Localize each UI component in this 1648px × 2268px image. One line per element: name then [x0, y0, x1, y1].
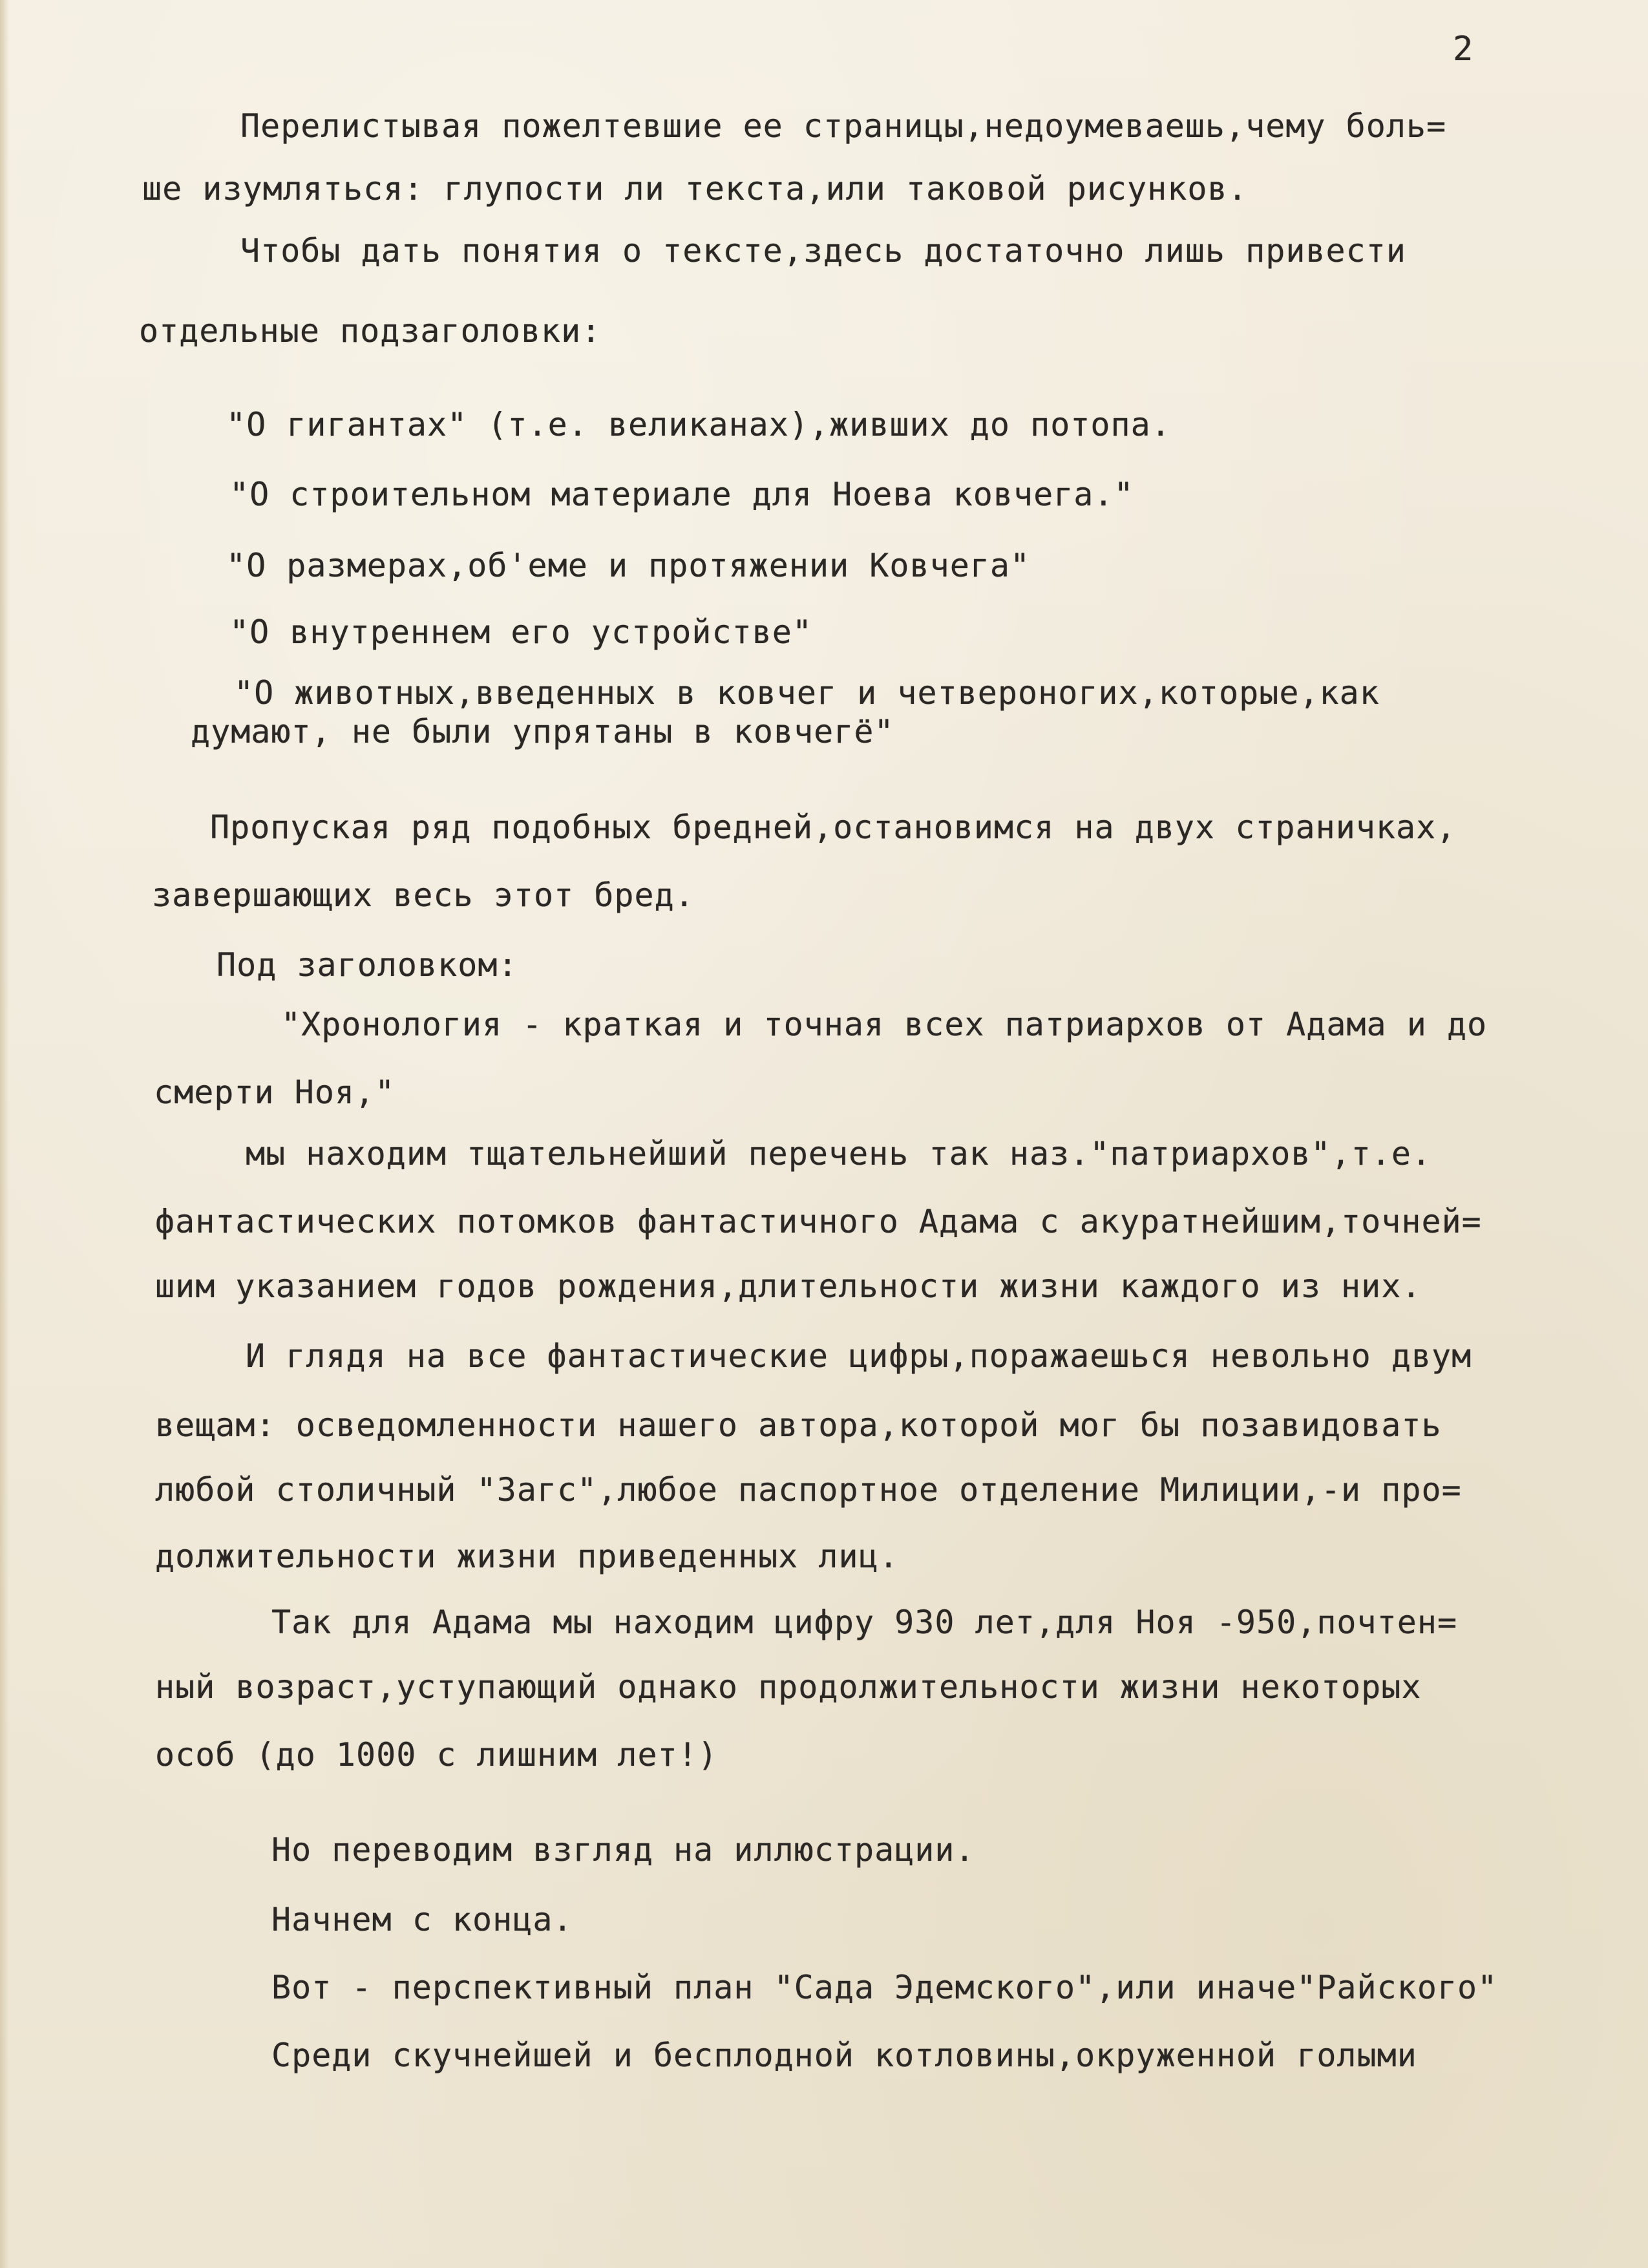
- text-line: смерти Ноя,": [154, 1074, 396, 1111]
- text-line: И глядя на все фантастические цифры,поражаешься невольно двум: [246, 1337, 1472, 1375]
- text-line: ше изумляться: глупости ли текста,или таковой рисунков.: [142, 170, 1248, 207]
- paper-edge: [0, 0, 9, 2268]
- text-line: Чтобы дать понятия о тексте,здесь достаточно лишь привести: [240, 232, 1406, 270]
- text-line: должительности жизни приведенных лиц.: [155, 1538, 899, 1575]
- text-line: ный возраст,уступающий однако продолжительности жизни некоторых: [155, 1668, 1422, 1706]
- text-line: завершающих весь этот бред.: [152, 876, 695, 914]
- text-line: мы находим тщательнейший перечень так наз."патриархов",т.е.: [246, 1135, 1432, 1172]
- text-line: "О строительном материале для Ноева ковчега.": [229, 476, 1134, 513]
- text-line: Среди скучнейшей и бесплодной котловины,окруженной голыми: [271, 2037, 1417, 2074]
- text-line: Под заголовком:: [217, 946, 518, 984]
- text-line: "О гигантах" (т.е. великанах),живших до потопа.: [226, 406, 1171, 443]
- text-line: Начнем с конца.: [271, 1901, 573, 1938]
- text-line: особ (до 1000 с лишним лет!): [155, 1736, 718, 1774]
- page-number: 2: [1453, 30, 1474, 69]
- text-line: думают, не были упрятаны в ковчегё": [191, 713, 894, 750]
- text-line: Пропуская ряд подобных бредней,остановимся на двух страничках,: [210, 809, 1457, 846]
- text-line: Перелистывая пожелтевшие ее страницы,недоумеваешь,чему боль=: [240, 107, 1447, 145]
- text-line: вещам: осведомленности нашего автора,которой мог бы позавидовать: [155, 1406, 1442, 1444]
- text-line: "Хронология - краткая и точная всех патриархов от Адама и до: [281, 1006, 1488, 1043]
- text-line: фантастических потомков фантастичного Адама с акуратнейшим,точней=: [155, 1203, 1482, 1240]
- text-line: шим указанием годов рождения,длительности жизни каждого из них.: [155, 1267, 1422, 1305]
- text-line: "О размерах,об'еме и протяжении Ковчега": [226, 547, 1031, 584]
- text-line: Так для Адама мы находим цифру 930 лет,для Ноя -950,почтен=: [271, 1604, 1458, 1641]
- text-line: "О животных,введенных в ковчег и четвероногих,которые,как: [234, 674, 1380, 712]
- text-line: любой столичный "Загс",любое паспортное отделение Милиции,-и про=: [155, 1471, 1462, 1509]
- text-line: Вот - перспективный план "Сада Эдемского",или иначе"Райского": [271, 1969, 1498, 2006]
- text-line: отдельные подзаголовки:: [139, 312, 602, 350]
- text-line: "О внутреннем его устройстве": [229, 613, 812, 651]
- text-line: Но переводим взгляд на иллюстрации.: [271, 1831, 975, 1869]
